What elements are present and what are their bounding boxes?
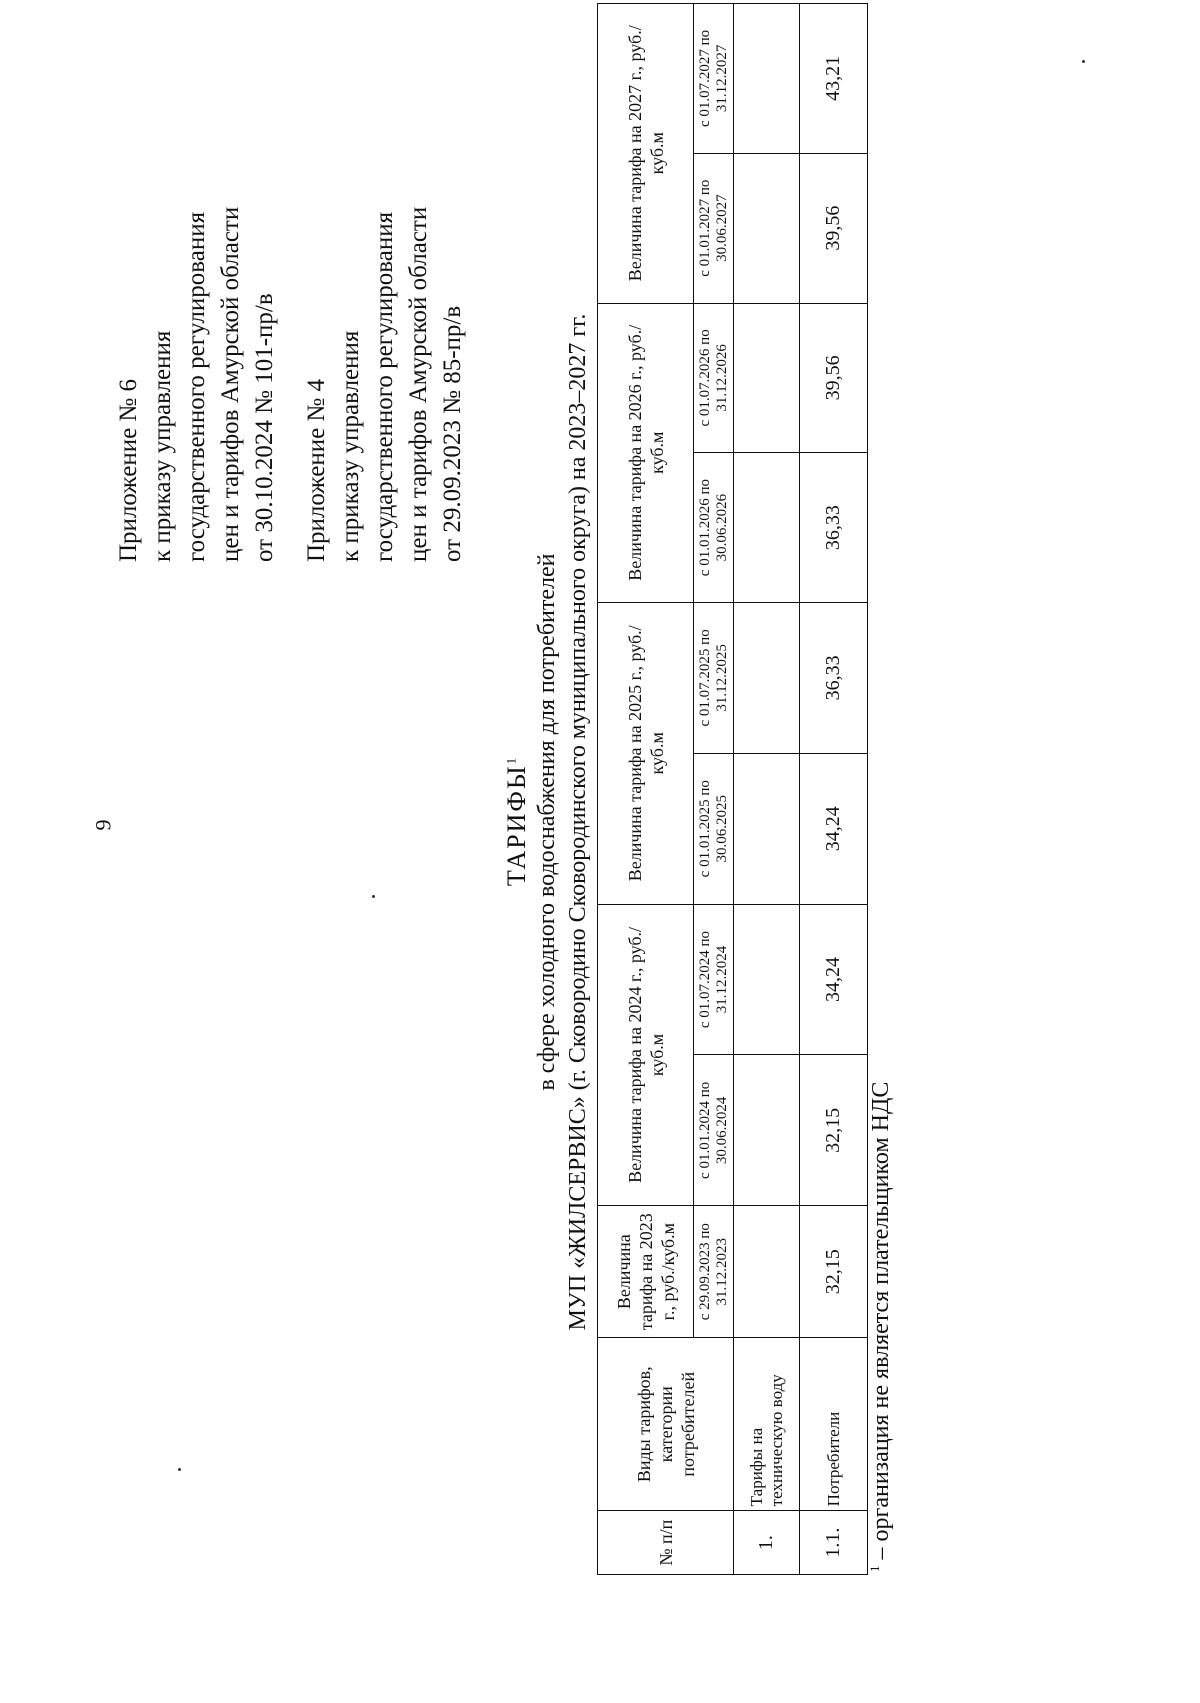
- page-number: 9: [90, 819, 116, 831]
- value-cell: 39,56: [800, 153, 868, 303]
- appendix-line: к приказу управления: [337, 330, 364, 562]
- appendix-6-header: [112, 207, 282, 562]
- value-cell: 32,15: [800, 1055, 868, 1206]
- value-cell: [734, 1055, 800, 1206]
- appendix-line: цен и тарифов Амурской области: [217, 206, 244, 562]
- tariff-table: [597, 3, 868, 1575]
- footnote: [867, 1082, 895, 1572]
- value-cell: [734, 453, 800, 603]
- document-subtitle-1: в сфере холодного водоснабжения для потребителей: [534, 553, 560, 1091]
- period-header: с 01.07.2027 по 31.12.2027: [694, 4, 734, 154]
- header-year-2027: Величина тарифа на 2027 г., руб./куб.м: [598, 4, 694, 304]
- appendix-line: цен и тарифов Амурской области: [405, 206, 432, 562]
- footnote-text: – организация не является плательщиком НДС: [868, 1081, 894, 1566]
- value-cell: 34,24: [800, 753, 868, 904]
- period-header: с 01.01.2024 по 30.06.2024: [694, 1055, 734, 1206]
- value-cell: [734, 1206, 800, 1338]
- title-main: ТАРИФЫ: [502, 764, 531, 887]
- appendix-line: государственного регулирования: [371, 211, 398, 562]
- row-number: 1.1.: [800, 1511, 868, 1575]
- header-kind: Виды тарифов, категории потребителей: [598, 1338, 734, 1511]
- period-header: с 01.07.2024 по 31.12.2024: [694, 904, 734, 1055]
- value-cell: 32,15: [800, 1206, 868, 1338]
- value-cell: [734, 153, 800, 303]
- table-header-row: [598, 4, 694, 1575]
- period-header: с 01.01.2026 по 30.06.2026: [694, 453, 734, 603]
- value-cell: [734, 753, 800, 904]
- value-cell: [734, 303, 800, 453]
- row-number: 1.: [734, 1511, 800, 1575]
- document-title: [502, 0, 532, 1692]
- header-year-2025: Величина тарифа на 2025 г., руб./куб.м: [598, 602, 694, 904]
- appendix-line: от 29.09.2023 № 85-пр/в: [439, 305, 466, 562]
- title-footnote-mark: 1: [503, 757, 519, 765]
- footnote-mark: 1: [867, 1565, 882, 1572]
- row-name: Тарифы на техническую воду: [734, 1338, 800, 1511]
- rotated-page-content: [112, 0, 892, 1692]
- value-cell: 43,21: [800, 4, 868, 154]
- period-header: с 01.07.2025 по 31.12.2025: [694, 602, 734, 753]
- header-year-2024: Величина тарифа на 2024 г., руб./куб.м: [598, 904, 694, 1206]
- value-cell: [734, 4, 800, 154]
- period-header: с 29.09.2023 по 31.12.2023: [694, 1206, 734, 1338]
- appendix-line: к приказу управления: [149, 330, 176, 562]
- appendix-line: Приложение № 4: [303, 378, 330, 562]
- value-cell: [734, 904, 800, 1055]
- value-cell: 34,24: [800, 904, 868, 1055]
- header-year-2026: Величина тарифа на 2026 г., руб./куб.м: [598, 303, 694, 602]
- table-row: [734, 4, 800, 1575]
- period-header: с 01.01.2025 по 30.06.2025: [694, 753, 734, 904]
- appendix-line: государственного регулирования: [183, 211, 210, 562]
- value-cell: 36,33: [800, 602, 868, 753]
- appendix-4-header: [300, 207, 470, 562]
- period-header: с 01.01.2027 по 30.06.2027: [694, 153, 734, 303]
- header-year-2023: Величина тарифа на 2023 г., руб./куб.м: [598, 1206, 694, 1338]
- period-header: с 01.07.2026 по 31.12.2026: [694, 303, 734, 453]
- appendix-line: от 30.10.2024 № 101-пр/в: [251, 293, 278, 562]
- table-row: [800, 4, 868, 1575]
- scan-speck: [1082, 60, 1085, 63]
- appendix-line: Приложение № 6: [115, 378, 142, 562]
- value-cell: 39,56: [800, 303, 868, 453]
- document-subtitle-2: МУП «ЖИЛСЕРВИС» (г. Сковородино Сковородинского муниципального округа) на 2023–2027 гг.: [565, 313, 591, 1331]
- header-number: № п/п: [598, 1511, 734, 1575]
- row-name: Потребители: [800, 1338, 868, 1511]
- value-cell: 36,33: [800, 453, 868, 603]
- value-cell: [734, 602, 800, 753]
